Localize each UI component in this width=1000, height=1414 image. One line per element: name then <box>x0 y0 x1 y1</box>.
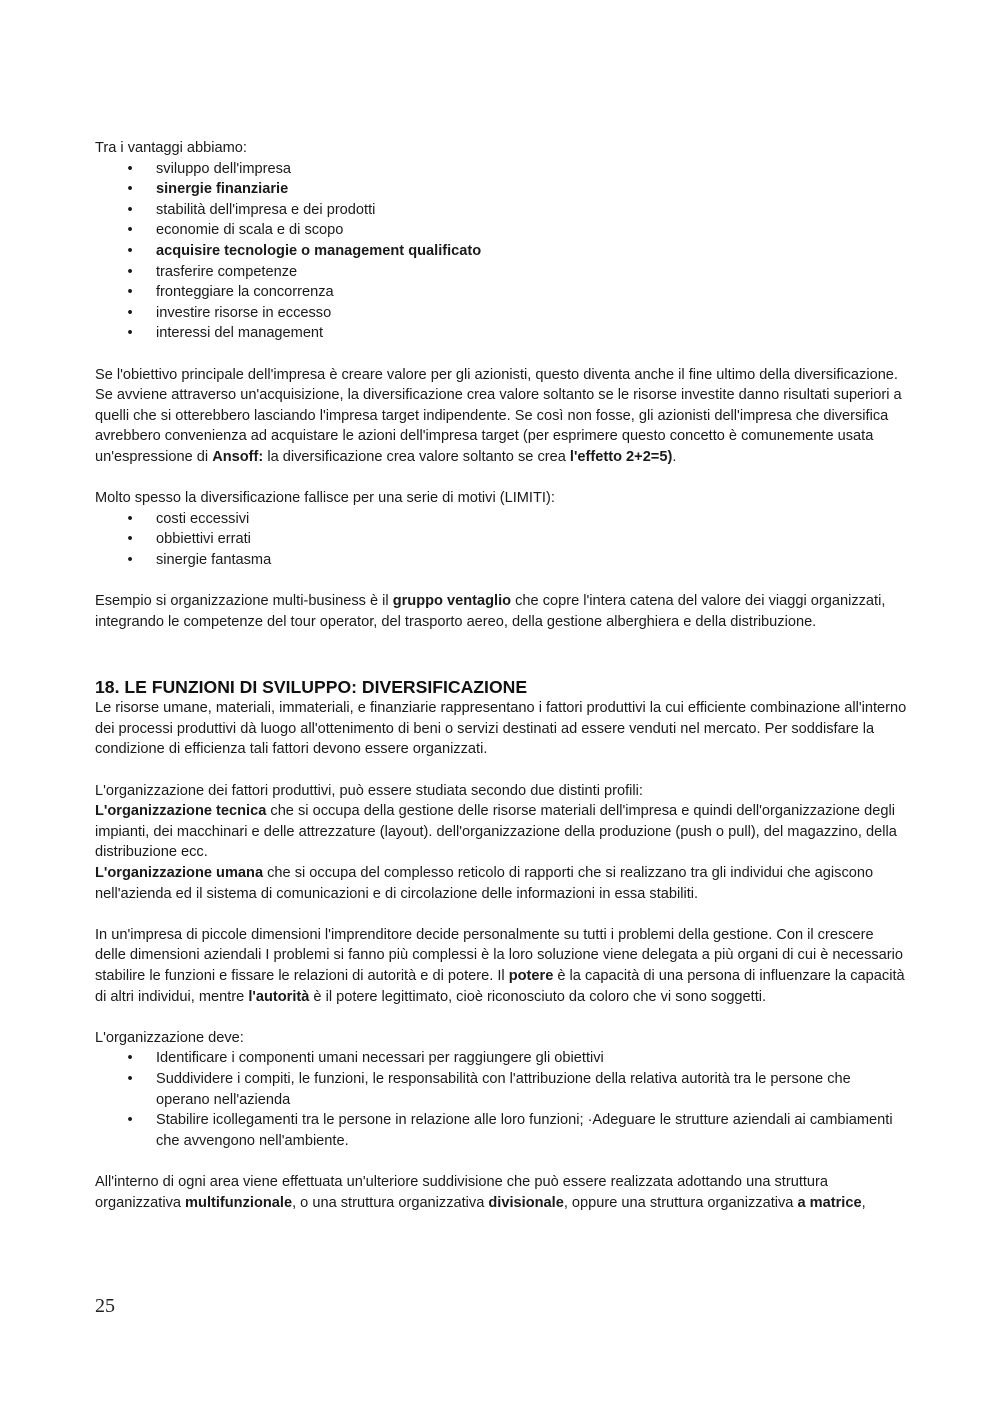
bullet-icon: • <box>127 284 133 301</box>
bullet-icon: • <box>127 1070 133 1087</box>
bullet-icon: • <box>127 325 133 342</box>
section-heading: 18. LE FUNZIONI DI SVILUPPO: DIVERSIFICAZIONE <box>95 677 528 698</box>
bullet-icon: • <box>127 304 133 321</box>
bullet-icon: • <box>127 181 133 198</box>
list-item: • fronteggiare la concorrenza <box>95 282 907 303</box>
list-item: • sviluppo dell'impresa <box>95 159 907 180</box>
advantages-list <box>95 159 907 344</box>
list-item: • Suddividere i compiti, le funzioni, le responsabilità con l'attribuzione della relativa autorità tra le persone che operano nell'azienda <box>95 1069 907 1110</box>
org-intro: L'organizzazione deve: <box>95 1029 244 1046</box>
bullet-icon: • <box>127 222 133 239</box>
list-item: • interessi del management <box>95 323 907 344</box>
list-item: • obbiettivi errati <box>95 529 907 550</box>
bullet-icon: • <box>127 510 133 527</box>
value-paragraph: Se l'obiettivo principale dell'impresa è creare valore per gli azionisti, questo diventa anche il fine ultimo della diversificazione. Se avviene attraverso un'acquisizione, la diversificazione crea valore soltanto se le risorse investite danno risultati superiori a quelli che si otterebbero lasciando l'impresa target indipendente. Se così non fosse, gli azionisti dell'impresa che diversifica avrebbero convenienza ad acquistare le azioni dell'impresa target (per esprimere questo concetto è comunemente usata un'espressione di Ansoff: la diversificazione crea valore soltanto se crea l'effetto 2+2=5). <box>95 366 902 465</box>
list-item: • sinergie finanziarie <box>95 179 907 200</box>
list-item: • Identificare i componenti umani necessari per raggiungere gli obiettivi <box>95 1048 907 1069</box>
limits-list <box>95 509 907 571</box>
bullet-icon: • <box>127 242 133 259</box>
advantages-intro: Tra i vantaggi abbiamo: <box>95 140 247 156</box>
list-item: • costi eccessivi <box>95 509 907 530</box>
list-item: • investire risorse in eccesso <box>95 303 907 324</box>
resources-paragraph: Le risorse umane, materiali, immateriali, e finanziarie rappresentano i fattori produttivi la cui efficiente combinazione all'interno dei processi produttivi dà luogo all'ottenimento di beni o servizi destinati ad essere venduti nel mercato. Per soddisfare la condizione di efficienza tali fattori devono essere organizzati. <box>95 700 907 758</box>
technical-org-paragraph: L'organizzazione tecnica che si occupa della gestione delle risorse materiali dell'impresa e quindi dell'organizzazione degli impianti, dei macchinari e delle attrezzature (layout). dell'organizzazione della produzione (push o pull), del magazzino, della distribuzione ecc. <box>95 803 897 861</box>
bullet-icon: • <box>127 201 133 218</box>
profiles-intro: L'organizzazione dei fattori produttivi, può essere studiata secondo due distinti profili: <box>95 782 643 799</box>
list-item: • trasferire competenze <box>95 262 907 283</box>
bullet-icon: • <box>127 1050 133 1067</box>
list-item: • acquisire tecnologie o management qualificato <box>95 241 907 262</box>
bullet-icon: • <box>127 1112 133 1129</box>
bullet-icon: • <box>127 531 133 548</box>
power-paragraph: In un'impresa di piccole dimensioni l'imprenditore decide personalmente su tutti i problemi della gestione. Con il crescere delle dimensioni aziendali I problemi si fanno più complessi è la loro soluzione viene delegata a più organi di cui è necessario stabilire le funzioni e fissare le relazioni di autorità e di potere. Il potere è la capacità di una persona di influenzare la capacità di altri individui, mentre l'autorità è il potere legittimato, cioè riconosciuto da coloro che vi sono soggetti. <box>95 926 905 1005</box>
structures-paragraph: All'interno di ogni area viene effettuata un'ulteriore suddivisione che può essere realizzata adottando una struttura organizzativa multifunzionale, o una struttura organizzativa divisionale, oppure una struttura organizzativa a matrice, <box>95 1173 866 1211</box>
bullet-icon: • <box>127 551 133 568</box>
org-list <box>95 1048 907 1151</box>
list-item: • stabilità dell'impresa e dei prodotti <box>95 200 907 221</box>
page-number: 25 <box>95 1295 115 1317</box>
bullet-icon: • <box>127 160 133 177</box>
list-item: • economie di scala e di scopo <box>95 220 907 241</box>
example-paragraph: Esempio si organizzazione multi-business è il gruppo ventaglio che copre l'intera catena del valore dei viaggi organizzati, integrando le competenze del tour operator, del trasporto aereo, della gestione alberghiera e della distribuzione. <box>95 593 886 630</box>
human-org-paragraph: L'organizzazione umana che si occupa del complesso reticolo di rapporti che si realizzano tra gli individui che agiscono nell'azienda ed il sistema di comunicazioni e di circolazione delle informazioni in essa stabiliti. <box>95 865 874 902</box>
list-item: • Stabilire icollegamenti tra le persone in relazione alle loro funzioni; ·Adeguare le strutture aziendali ai cambiamenti che avvengono nell'ambiente. <box>95 1110 907 1151</box>
list-item: • sinergie fantasma <box>95 550 907 571</box>
document-page <box>95 138 907 1213</box>
bullet-icon: • <box>127 263 133 280</box>
limits-intro: Molto spesso la diversificazione fallisce per una serie di motivi (LIMITI): <box>95 490 555 507</box>
